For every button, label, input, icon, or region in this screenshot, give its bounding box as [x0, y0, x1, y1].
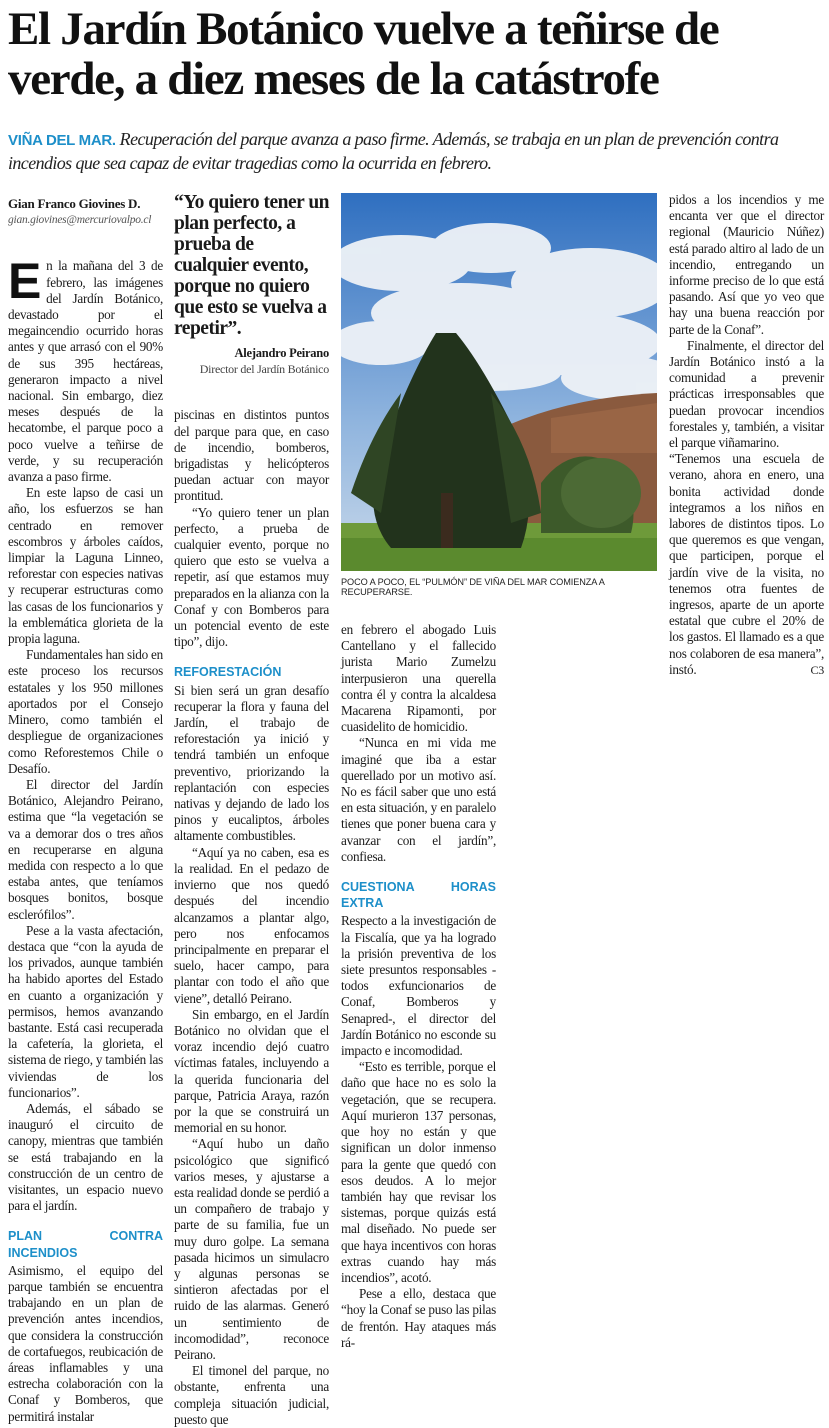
drop-cap: E [8, 253, 42, 310]
paragraph: Pese a ello, destaca que “hoy la Conaf se puso las pilas de frentón. Hay ataques más rá- [341, 1286, 496, 1350]
paragraph: Además, el sábado se inauguró el circuito de canopy, mientras que también se está trabajando en la construcción de un centro de visitantes, un espacio nuevo para el jardín. [8, 1100, 163, 1214]
pull-quote-name: Alejandro Peirano [234, 346, 329, 360]
author-email[interactable]: gian.giovines@mercuriovalpo.cl [8, 214, 152, 227]
author-name: Gian Franco Giovines D. [8, 196, 141, 211]
paragraph: Si bien será un gran desafío recuperar la flora y fauna del Jardín, el trabajo de reforestación ya inició y tendrá también un enfoque preventivo, priorizando la replantación con especies nativas y dejando de lado los pinos y eucaliptos, árboles altamente combustibles. [174, 682, 329, 844]
column-4 [669, 192, 824, 678]
paragraph: Sin embargo, en el Jardín Botánico no olvidan que el voraz incendio dejó cuatro víctimas fatales, incluyendo a la querida funcionaria del parque, Patricia Araya, razón por la que se construirá un memorial en su honor. [174, 1006, 329, 1136]
column-2 [174, 192, 329, 1428]
paragraph: Finalmente, el director del Jardín Botánico instó a la comunidad a prevenir prácticas irresponsables que puedan provocar incendios forestales y, también, a visitar el parque viñamarino. [669, 337, 824, 451]
lede [8, 128, 823, 174]
subhead-plan-contra-incendios: PLAN CONTRA INCENDIOS [8, 1229, 163, 1260]
article-photo [341, 193, 657, 571]
paragraph: “Nunca en mi vida me imaginé que iba a estar querellado por un motivo así. No es fácil saber que uno está en esta situación, y en paralelo tienes que poner buena cara y avanzar con el jardín”, confiesa. [341, 735, 496, 864]
column-3 [341, 622, 496, 1351]
paragraph: El director del Jardín Botánico, Alejandro Peirano, estima que “la vegetación se va a demorar dos o tres años en recuperarse en alguna medida con respecto a lo que estaba antes, que teníamos bosques bonitos, bosque esclerófilos”. [8, 776, 163, 922]
paragraph: “Aquí hubo un daño psicológico que significó varios meses, y ajustarse a esta realidad donde se perdió a un compañero de trabajo y parte de su familia, fue un muy duro golpe. La semana pasada hicimos un simulacro y algunas personas se sintieron afectadas por el ruido de las alarmas. Generó un sentimiento de incomodidad”, reconoce Peirano. [174, 1136, 329, 1362]
paragraph: Respecto a la investigación de la Fiscalía, que ya ha logrado la prisión preventiva de los siete presuntos responsables -todos exfuncionarios de Conaf, Bomberos y Senapred-, el director del Jardín Botánico no esconde su impacto e incomodidad. [341, 913, 496, 1059]
paragraph: El timonel del parque, no obstante, enfrenta una compleja situación judicial, puesto que [174, 1363, 329, 1427]
paragraph: “Yo quiero tener un plan perfecto, a prueba de cualquier evento, porque no quiero que esto se vuelva a repetir, así que estamos muy preparados en la alianza con la Conaf y con Bomberos para un potencial evento de este tipo”, dijo. [174, 504, 329, 650]
paragraph: Fundamentales han sido en este proceso los recursos estatales y los 950 millones aportados por el Consejo Minero, como también el despliegue de organizaciones como Reforestemos Chile o Desafío. [8, 647, 163, 776]
paragraph [669, 451, 824, 678]
paragraph: “Esto es terrible, porque el daño que hace no es solo la vegetación, que se recupera. Aquí murieron 137 personas, que hoy no están y que significan un dolor inmenso para la gente que quedó con esos deudos. A lo mejor también hay que revisar los sistemas, porque quizás está mal diseñado. No puede ser que haya incentivos con horas extras cuando hay más incendios”, acotó. [341, 1059, 496, 1285]
paragraph [8, 253, 163, 485]
paragraph: pidos a los incendios y me encanta ver que el director regional (Mauricio Núñez) está parado altiro al lado de un incendio, entregando un informe preciso de lo que está pasando. Así que yo veo que hay una buena reacción por parte de la Conaf”. [669, 192, 824, 337]
pull-quote: “Yo quiero tener un plan perfecto, a prueba de cualquier evento, porque no quiero que esto se vuelva a repetir”. [174, 192, 330, 339]
botanical-garden-photo [341, 193, 657, 571]
column-1 [8, 196, 163, 1425]
end-mark-icon: C3 [810, 662, 824, 677]
paragraph: piscinas en distintos puntos del parque para que, en caso de incendio, bomberos, brigadistas y helicópteros puedan actuar con mayor prontitud. [174, 407, 329, 504]
paragraph: “Aquí ya no caben, esa es la realidad. En el pedazo de invierno que nos quedó después del incendio alcanzamos a plantar algo, pero nos enfocamos principalmente en preparar el suelo, hacer campo, para plantar con todo el año que viene”, detalló Peirano. [174, 844, 329, 1006]
photo-caption: POCO A POCO, EL “PULMÓN” DE VIÑA DEL MAR COMIENZA A RECUPERARSE. [341, 577, 605, 597]
headline-line-2: verde, a diez meses de la catástrofe [8, 53, 659, 105]
lede-text: Recuperación del parque avanza a paso firme. Además, se trabaja en un plan de prevención contra incendios que sea capaz de evitar tragedias como la ocurrida en febrero. [8, 129, 779, 173]
subhead-reforestacion: REFORESTACIÓN [174, 665, 282, 680]
headline [8, 4, 828, 104]
paragraph-text: “Tenemos una escuela de verano, ahora en enero, una bonita actividad donde integramos a los niños en labores de distintos tipos. Lo que queremos es que vengan, que participen, porque el jardín vive de la visita, no tenemos otra fuentes de ingresos, aparte de un aporte estatal que cubre el 20% de los gastos. El llamado es a que nos colaboren de esa manera”, instó. [669, 451, 824, 677]
paragraph: Pese a la vasta afectación, destaca que “con la ayuda de los privados, aunque también ha habido aportes del Estado en cuanto a organización y permisos, hemos avanzando bastante. Está casi recuperada la cafetería, la glorieta, el sistema de riego, y también las viviendas de los funcionarios”. [8, 922, 163, 1100]
paragraph: en febrero el abogado Luis Cantellano y el fallecido jurista Mario Zumelzu interpusieron una querella contra él y contra la alcaldesa Macarena Ripamonti, por cuasidelito de homicidio. [341, 622, 496, 735]
paragraph: Asimismo, el equipo del parque también se encuentra trabajando en un plan de prevención antes incendios, que considera la construcción de cortafuegos, reubicación de áreas inflamables y una estrecha colaboración con la Conaf y Bomberos, que permitirá instalar [8, 1262, 163, 1424]
lede-location: VIÑA DEL MAR. [8, 132, 116, 149]
subhead-cuestiona-horas-extra: CUESTIONA HORAS EXTRA [341, 880, 496, 911]
pull-quote-role: Director del Jardín Botánico [199, 362, 329, 377]
paragraph-text: n la mañana del 3 de febrero, las imágenes del Jardín Botánico, devastado por el megaincendio ocurrido horas antes y que arrasó con el 90% de sus 395 hectáreas, generaron impacto a nivel nacional. Sin embargo, diez meses después de la hecatombe, el parque poco a poco vuelve a teñirse de verde, y su recuperación avanza a paso firme. [8, 258, 163, 485]
paragraph: En este lapso de casi un año, los esfuerzos se han centrado en remover escombros y árboles caídos, limpiar la Laguna Linneo, reforestar con especies nativas y recuperar estructuras como las casas de los funcionarios y la emblemática glorieta de la propia laguna. [8, 485, 163, 647]
headline-line-1: El Jardín Botánico vuelve a teñirse de [8, 3, 719, 55]
